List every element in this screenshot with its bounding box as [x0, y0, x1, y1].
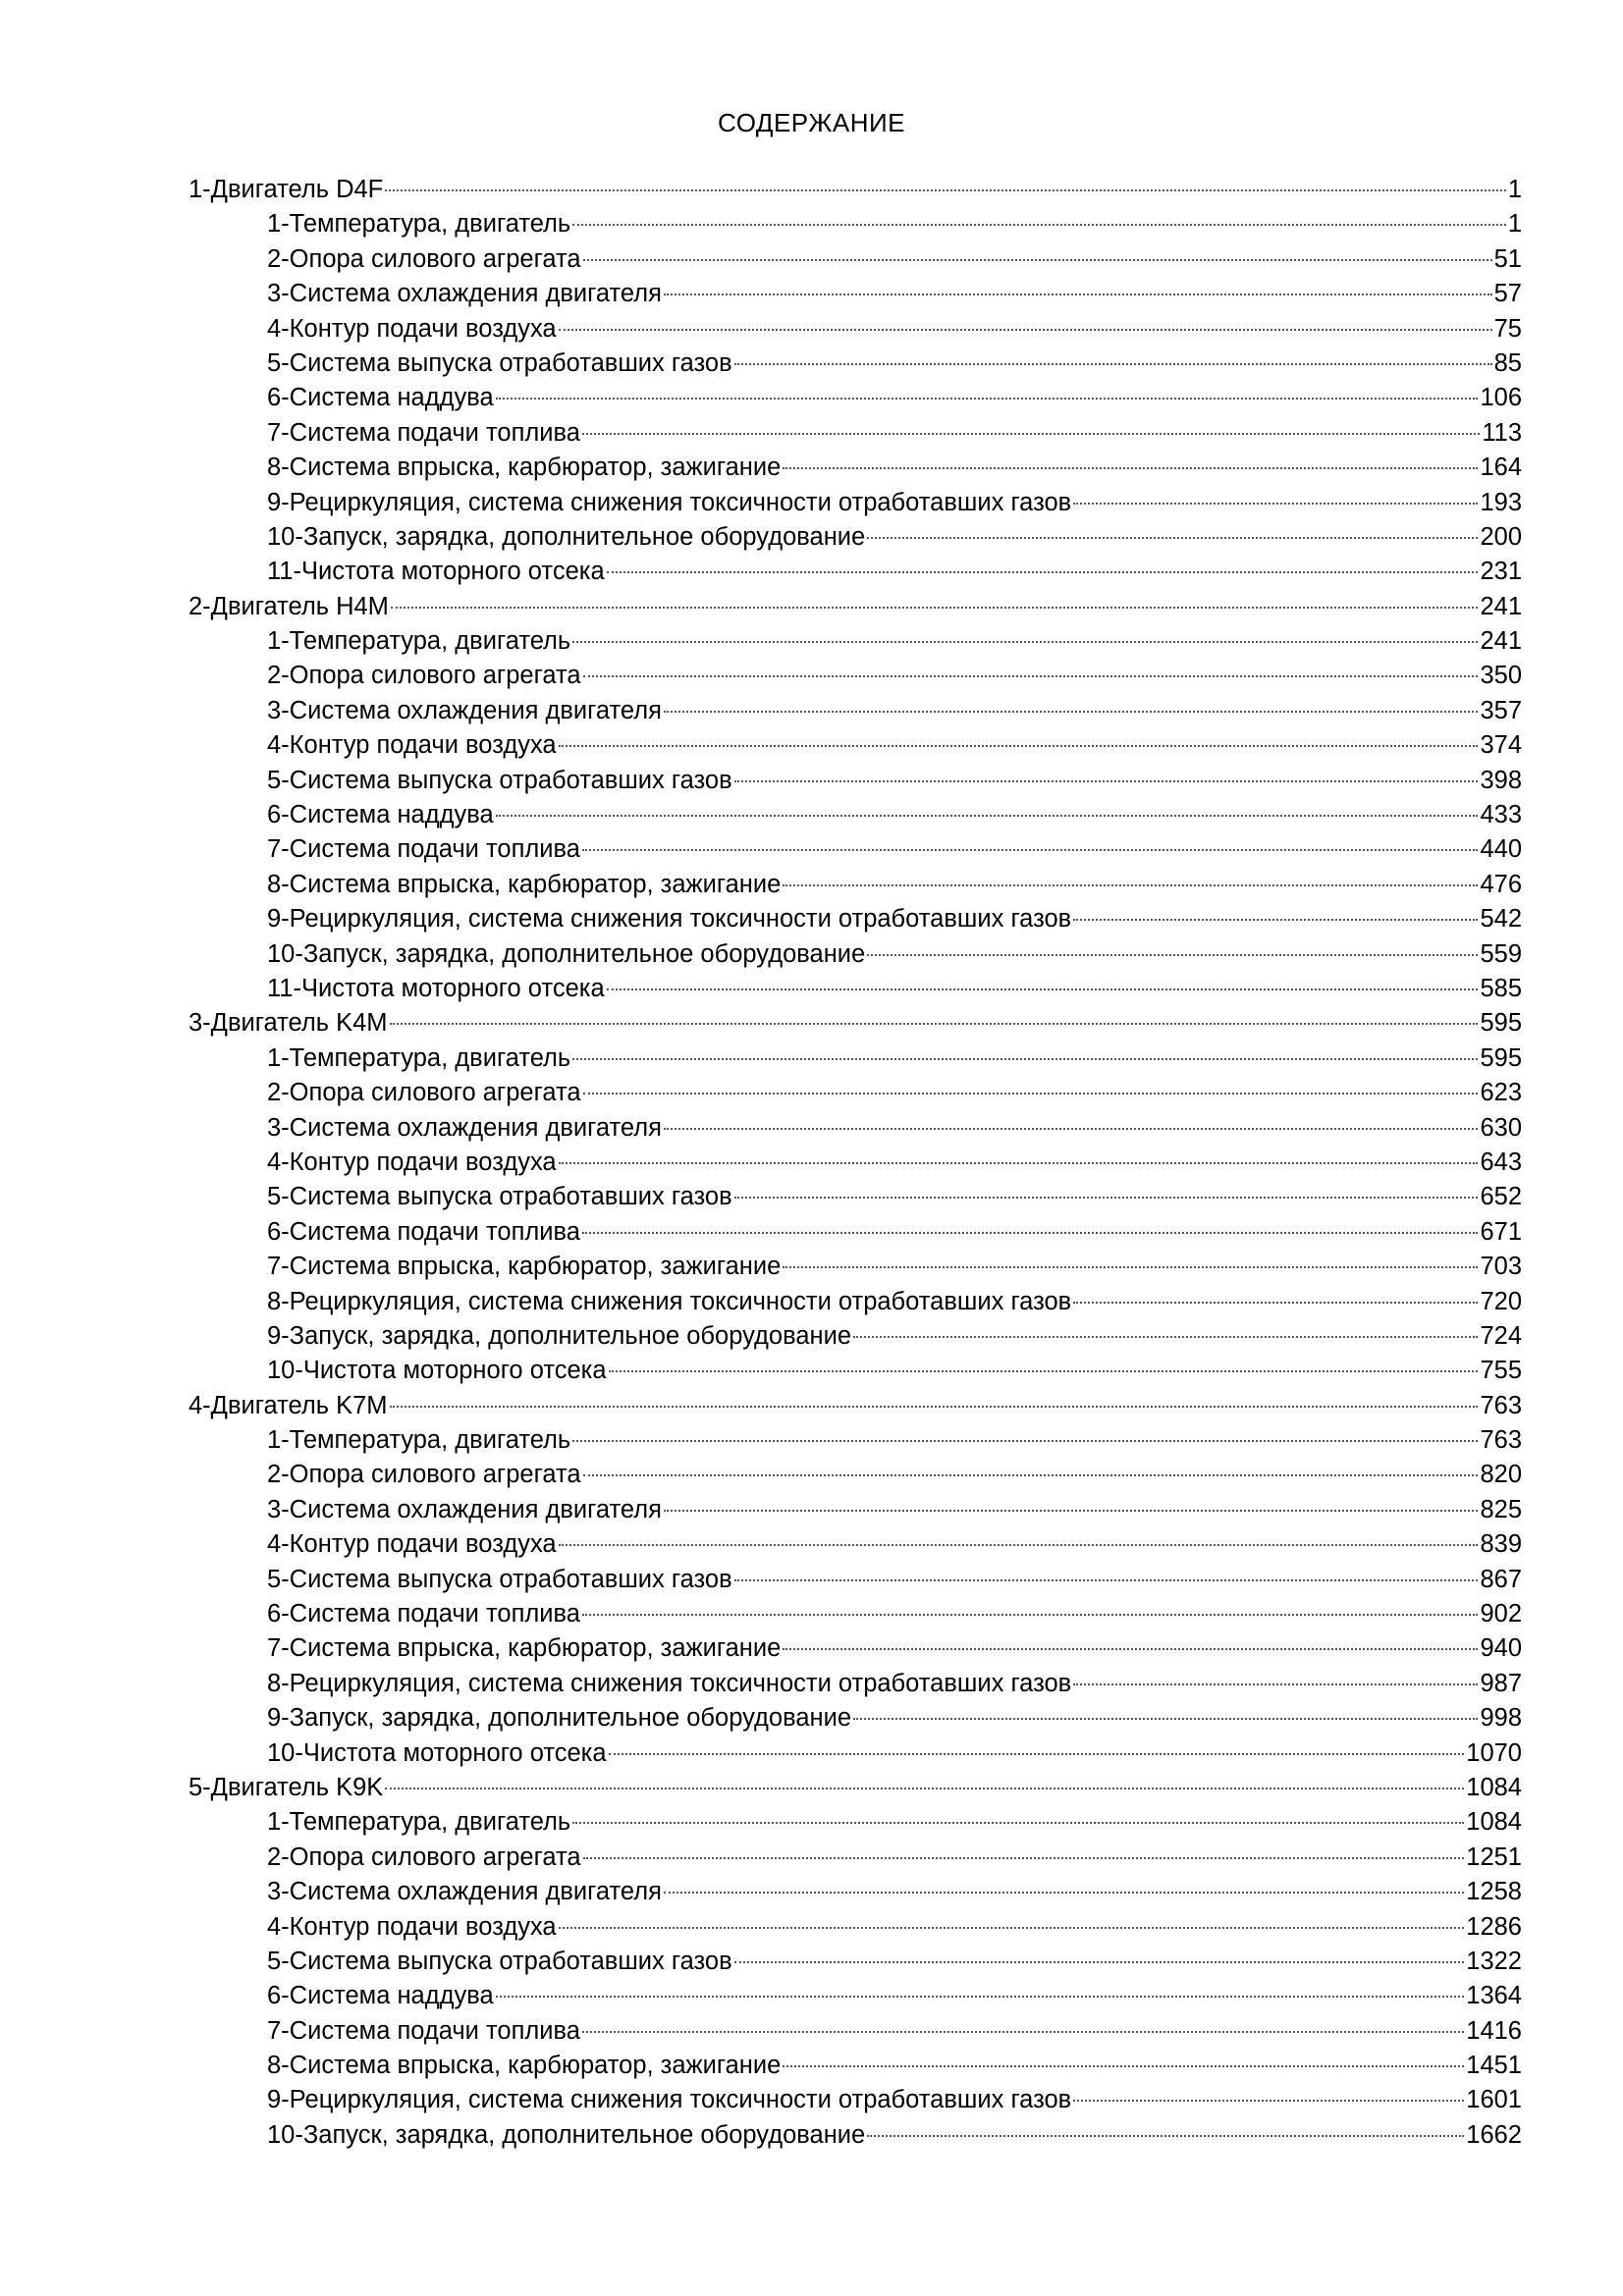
- toc-entry-label: 3-Система охлаждения двигателя: [267, 1113, 662, 1142]
- toc-entry-page-number: 398: [1480, 766, 1522, 794]
- toc-entry-page-number: 57: [1493, 280, 1522, 308]
- toc-section-entry[interactable]: [189, 416, 1522, 451]
- dot-leader: [853, 1335, 1478, 1338]
- toc-entry-label: 3-Система охлаждения двигателя: [267, 280, 662, 308]
- toc-entry-page-number: 357: [1480, 696, 1522, 724]
- toc-section-entry[interactable]: [189, 277, 1522, 311]
- toc-entry-label: 6-Система подачи топлива: [267, 1600, 580, 1629]
- toc-entry-label: 8-Рециркуляция, система снижения токсичности отработавших газов: [267, 1669, 1072, 1697]
- dot-leader: [391, 606, 1479, 609]
- toc-section-entry[interactable]: [189, 2083, 1522, 2117]
- dot-leader: [582, 432, 1480, 435]
- toc-entry-page-number: 1084: [1466, 1773, 1522, 1801]
- toc-entry-page-number: 241: [1480, 592, 1522, 620]
- toc-entry-label: 8-Система впрыска, карбюратор, зажигание: [267, 2052, 782, 2080]
- toc-entry-label: 2-Опора силового агрегата: [267, 244, 581, 273]
- toc-chapter-entry[interactable]: [189, 1006, 1522, 1041]
- toc-entry-label: 7-Система впрыска, карбюратор, зажигание: [267, 1253, 782, 1281]
- toc-entry-page-number: 85: [1493, 348, 1522, 377]
- dot-leader: [609, 1369, 1479, 1372]
- dot-leader: [385, 188, 1506, 191]
- toc-entry-page-number: 51: [1493, 244, 1522, 273]
- toc-entry-page-number: 106: [1480, 384, 1522, 412]
- toc-entry-label: 7-Система подачи топлива: [267, 2016, 580, 2045]
- dot-leader: [783, 1647, 1478, 1650]
- dot-leader: [734, 1960, 1465, 1963]
- toc-section-entry[interactable]: [189, 1076, 1522, 1110]
- toc-entry-label: 2-Опора силового агрегата: [267, 662, 581, 690]
- toc-entry-label: 1-Температура, двигатель: [267, 1426, 571, 1455]
- dot-leader: [583, 1473, 1479, 1476]
- toc-entry-page-number: 998: [1480, 1704, 1522, 1733]
- toc-entry-page-number: 1364: [1466, 1982, 1522, 2010]
- toc-entry-label: 1-Двигатель D4F: [189, 176, 384, 203]
- toc-entry-label: 3-Двигатель K4M: [189, 1009, 388, 1038]
- toc-section-entry[interactable]: [189, 868, 1522, 902]
- dot-leader: [783, 1265, 1478, 1268]
- dot-leader: [783, 466, 1478, 469]
- toc-entry-page-number: 75: [1493, 314, 1522, 343]
- toc-entry-page-number: 940: [1480, 1634, 1522, 1663]
- dot-leader: [496, 397, 1479, 400]
- toc-entry-label: 3-Система охлаждения двигателя: [267, 696, 662, 724]
- toc-entry-page-number: 1: [1507, 176, 1522, 203]
- toc-entry-page-number: 241: [1480, 627, 1522, 656]
- toc-entry-page-number: 350: [1480, 662, 1522, 690]
- toc-section-entry[interactable]: [189, 1354, 1522, 1388]
- dot-leader: [385, 1787, 1464, 1789]
- toc-entry-label: 1-Температура, двигатель: [267, 210, 571, 239]
- toc-section-entry[interactable]: [189, 2049, 1522, 2083]
- toc-entry-page-number: 652: [1480, 1183, 1522, 1211]
- toc-entry-label: 10-Запуск, зарядка, дополнительное оборудование: [267, 939, 866, 968]
- toc-entry-label: 6-Система наддува: [267, 384, 494, 412]
- dot-leader: [572, 1057, 1478, 1060]
- toc-section-entry[interactable]: [189, 902, 1522, 936]
- toc-entry-page-number: 987: [1480, 1669, 1522, 1697]
- toc-entry-page-number: 440: [1480, 835, 1522, 864]
- toc-section-entry[interactable]: [189, 1910, 1522, 1945]
- toc-entry-label: 9-Рециркуляция, система снижения токсичности отработавших газов: [267, 905, 1072, 934]
- toc-entry-page-number: 1286: [1466, 1912, 1522, 1941]
- toc-entry-page-number: 1084: [1466, 1808, 1522, 1837]
- toc-section-entry[interactable]: [189, 1563, 1522, 1597]
- toc-entry-label: 10-Чистота моторного отсека: [267, 1357, 607, 1385]
- toc-entry-label: 7-Система подачи топлива: [267, 835, 580, 864]
- dot-leader: [607, 570, 1479, 573]
- toc-section-entry[interactable]: [189, 520, 1522, 555]
- dot-leader: [867, 2134, 1464, 2137]
- toc-section-entry[interactable]: [189, 1493, 1522, 1527]
- dot-leader: [559, 1543, 1479, 1546]
- dot-leader: [664, 293, 1492, 295]
- dot-leader: [572, 640, 1478, 643]
- dot-leader: [734, 1196, 1479, 1199]
- toc-entry-label: 2-Двигатель H4M: [189, 592, 389, 620]
- dot-leader: [607, 988, 1479, 990]
- dot-leader: [582, 848, 1479, 851]
- dot-leader: [572, 1439, 1478, 1442]
- toc-chapter-entry[interactable]: [189, 1771, 1522, 1805]
- toc-entry-page-number: 703: [1480, 1253, 1522, 1281]
- toc-entry-label: 8-Система впрыска, карбюратор, зажигание: [267, 454, 782, 482]
- toc-entry-label: 4-Контур подачи воздуха: [267, 1912, 557, 1941]
- toc-section-entry[interactable]: [189, 972, 1522, 1006]
- toc-entry-label: 1-Температура, двигатель: [267, 1808, 571, 1837]
- toc-section-entry[interactable]: [189, 1423, 1522, 1458]
- toc-section-entry[interactable]: [189, 1667, 1522, 1701]
- toc-chapter-entry[interactable]: [189, 590, 1522, 624]
- toc-entry-label: 9-Запуск, зарядка, дополнительное оборудование: [267, 1321, 852, 1350]
- dot-leader: [572, 223, 1506, 226]
- dot-leader: [572, 1821, 1464, 1824]
- toc-entry-label: 8-Рециркуляция, система снижения токсичности отработавших газов: [267, 1287, 1072, 1315]
- toc-entry-label: 2-Опора силового агрегата: [267, 1461, 581, 1489]
- toc-section-entry[interactable]: [189, 832, 1522, 867]
- toc-entry-label: 10-Запуск, зарядка, дополнительное оборудование: [267, 522, 866, 551]
- toc-section-entry[interactable]: [189, 347, 1522, 381]
- toc-section-entry[interactable]: [189, 728, 1522, 763]
- toc-entry-page-number: 763: [1480, 1426, 1522, 1455]
- toc-section-entry[interactable]: [189, 1736, 1522, 1771]
- toc-entry-page-number: 825: [1480, 1495, 1522, 1523]
- toc-entry-label: 3-Система охлаждения двигателя: [267, 1495, 662, 1523]
- dot-leader: [867, 536, 1478, 539]
- dot-leader: [496, 1995, 1465, 1998]
- toc-section-entry[interactable]: [189, 2014, 1522, 2049]
- toc-section-entry[interactable]: [189, 764, 1522, 798]
- toc-section-entry[interactable]: [189, 451, 1522, 485]
- toc-section-entry[interactable]: [189, 1285, 1522, 1319]
- toc-entry-page-number: 1251: [1466, 1842, 1522, 1871]
- dot-leader: [664, 1127, 1479, 1130]
- toc-entry-label: 8-Система впрыска, карбюратор, зажигание: [267, 870, 782, 898]
- page-title: СОДЕРЖАНИЕ: [717, 108, 905, 137]
- toc-entry-page-number: 630: [1480, 1113, 1522, 1142]
- dot-leader: [583, 674, 1479, 677]
- dot-leader: [390, 1022, 1479, 1025]
- toc-chapter-entry[interactable]: [189, 1389, 1522, 1423]
- toc-entry-page-number: 585: [1480, 974, 1522, 1002]
- toc-section-entry[interactable]: [189, 1631, 1522, 1666]
- dot-leader: [734, 779, 1479, 782]
- toc-entry-label: 11-Чистота моторного отсека: [267, 974, 605, 1002]
- toc-section-entry[interactable]: [189, 1805, 1522, 1840]
- toc-entry-page-number: 193: [1480, 488, 1522, 516]
- toc-section-entry[interactable]: [189, 1319, 1522, 1354]
- toc-entry-label: 7-Система впрыска, карбюратор, зажигание: [267, 1634, 782, 1663]
- toc-section-entry[interactable]: [189, 1458, 1522, 1492]
- toc-entry-page-number: 724: [1480, 1321, 1522, 1350]
- toc-entry-label: 9-Рециркуляция, система снижения токсичности отработавших газов: [267, 488, 1072, 516]
- toc-section-entry[interactable]: [189, 1841, 1522, 1875]
- toc-section-entry[interactable]: [189, 1041, 1522, 1076]
- toc-entry-label: 5-Двигатель K9K: [189, 1773, 384, 1801]
- toc-entry-page-number: 1: [1507, 210, 1522, 239]
- toc-entry-label: 5-Система выпуска отработавших газов: [267, 1947, 732, 1975]
- toc-entry-label: 5-Система выпуска отработавших газов: [267, 1183, 732, 1211]
- dot-leader: [609, 1752, 1465, 1755]
- toc-section-entry[interactable]: [189, 1945, 1522, 1979]
- toc-entry-page-number: 755: [1480, 1357, 1522, 1385]
- toc-entry-label: 6-Система наддува: [267, 1982, 494, 2010]
- dot-leader: [1073, 1682, 1478, 1685]
- toc-section-entry[interactable]: [189, 1875, 1522, 1909]
- toc-entry-page-number: 671: [1480, 1217, 1522, 1246]
- toc-entry-label: 10-Чистота моторного отсека: [267, 1738, 607, 1767]
- toc-entry-label: 1-Температура, двигатель: [267, 627, 571, 656]
- dot-leader: [559, 328, 1492, 331]
- toc-section-entry[interactable]: [189, 1597, 1522, 1631]
- dot-leader: [582, 1613, 1479, 1616]
- toc-section-entry[interactable]: [189, 312, 1522, 347]
- toc-section-entry[interactable]: [189, 1215, 1522, 1250]
- toc-entry-page-number: 559: [1480, 939, 1522, 968]
- toc-section-entry[interactable]: [189, 624, 1522, 659]
- toc-entry-label: 2-Опора силового агрегата: [267, 1842, 581, 1871]
- toc-section-entry[interactable]: [189, 798, 1522, 832]
- dot-leader: [783, 883, 1478, 886]
- toc-entry-page-number: 1258: [1466, 1878, 1522, 1906]
- toc-section-entry[interactable]: [189, 1146, 1522, 1180]
- toc-entry-page-number: 867: [1480, 1565, 1522, 1593]
- toc-entry-page-number: 542: [1480, 905, 1522, 934]
- toc-entry-label: 2-Опора силового агрегата: [267, 1079, 581, 1107]
- dot-leader: [734, 362, 1492, 365]
- toc-section-entry[interactable]: [189, 242, 1522, 277]
- toc-entry-page-number: 476: [1480, 870, 1522, 898]
- toc-entry-label: 5-Система выпуска отработавших газов: [267, 348, 732, 377]
- dot-leader: [664, 1509, 1479, 1512]
- toc-entry-label: 5-Система выпуска отработавших газов: [267, 766, 732, 794]
- table-of-contents: [189, 173, 1522, 2153]
- dot-leader: [559, 1926, 1465, 1929]
- dot-leader: [583, 1856, 1465, 1859]
- toc-section-entry[interactable]: [189, 1701, 1522, 1735]
- toc-entry-page-number: 902: [1480, 1600, 1522, 1629]
- toc-entry-label: 6-Система подачи топлива: [267, 1217, 580, 1246]
- toc-entry-page-number: 231: [1480, 558, 1522, 586]
- toc-section-entry[interactable]: [189, 694, 1522, 728]
- toc-entry-label: 4-Контур подачи воздуха: [267, 1148, 557, 1176]
- dot-leader: [664, 710, 1479, 713]
- toc-entry-label: 11-Чистота моторного отсека: [267, 558, 605, 586]
- toc-entry-page-number: 1070: [1466, 1738, 1522, 1767]
- toc-entry-label: 1-Температура, двигатель: [267, 1043, 571, 1072]
- toc-section-entry[interactable]: [189, 381, 1522, 415]
- toc-chapter-entry[interactable]: [189, 173, 1522, 207]
- toc-entry-page-number: 839: [1480, 1530, 1522, 1559]
- dot-leader: [1073, 1301, 1478, 1304]
- toc-entry-page-number: 1601: [1466, 2086, 1522, 2114]
- toc-entry-label: 4-Контур подачи воздуха: [267, 731, 557, 760]
- toc-entry-page-number: 763: [1480, 1391, 1522, 1419]
- toc-entry-page-number: 643: [1480, 1148, 1522, 1176]
- dot-leader: [1073, 918, 1478, 921]
- toc-entry-label: 7-Система подачи топлива: [267, 418, 580, 447]
- toc-section-entry[interactable]: [189, 659, 1522, 693]
- toc-entry-page-number: 820: [1480, 1461, 1522, 1489]
- toc-entry-page-number: 164: [1480, 454, 1522, 482]
- dot-leader: [582, 1231, 1479, 1234]
- dot-leader: [664, 1891, 1464, 1894]
- toc-entry-page-number: 1662: [1466, 2120, 1522, 2149]
- dot-leader: [734, 1578, 1479, 1581]
- toc-section-entry[interactable]: [189, 207, 1522, 241]
- toc-section-entry[interactable]: [189, 2118, 1522, 2153]
- dot-leader: [783, 2064, 1464, 2067]
- toc-entry-page-number: 200: [1480, 522, 1522, 551]
- toc-entry-page-number: 374: [1480, 731, 1522, 760]
- toc-entry-label: 10-Запуск, зарядка, дополнительное оборудование: [267, 2120, 866, 2149]
- toc-entry-page-number: 623: [1480, 1079, 1522, 1107]
- toc-entry-page-number: 113: [1482, 418, 1522, 447]
- dot-leader: [583, 1092, 1479, 1095]
- toc-entry-page-number: 433: [1480, 801, 1522, 829]
- toc-section-entry[interactable]: [189, 486, 1522, 520]
- toc-section-entry[interactable]: [189, 937, 1522, 972]
- dot-leader: [853, 1717, 1478, 1720]
- dot-leader: [583, 258, 1492, 261]
- dot-leader: [390, 1405, 1479, 1408]
- toc-entry-label: 4-Контур подачи воздуха: [267, 1530, 557, 1559]
- toc-entry-label: 9-Рециркуляция, система снижения токсичности отработавших газов: [267, 2086, 1072, 2114]
- dot-leader: [559, 1161, 1479, 1164]
- toc-section-entry[interactable]: [189, 1111, 1522, 1146]
- toc-entry-page-number: 1322: [1466, 1947, 1522, 1975]
- dot-leader: [867, 953, 1478, 956]
- toc-entry-page-number: 595: [1480, 1009, 1522, 1038]
- toc-entry-label: 5-Система выпуска отработавших газов: [267, 1565, 732, 1593]
- toc-entry-label: 4-Контур подачи воздуха: [267, 314, 557, 343]
- toc-section-entry[interactable]: [189, 1979, 1522, 2013]
- toc-entry-page-number: 595: [1480, 1043, 1522, 1072]
- toc-entry-page-number: 720: [1480, 1287, 1522, 1315]
- toc-section-entry[interactable]: [189, 555, 1522, 589]
- toc-entry-label: 6-Система наддува: [267, 801, 494, 829]
- toc-section-entry[interactable]: [189, 1250, 1522, 1284]
- dot-leader: [496, 814, 1479, 817]
- toc-entry-page-number: 1416: [1466, 2016, 1522, 2045]
- toc-entry-page-number: 1451: [1466, 2052, 1522, 2080]
- dot-leader: [559, 744, 1479, 747]
- toc-section-entry[interactable]: [189, 1180, 1522, 1214]
- dot-leader: [1073, 2099, 1464, 2102]
- toc-entry-label: 9-Запуск, зарядка, дополнительное оборудование: [267, 1704, 852, 1733]
- dot-leader: [582, 2030, 1464, 2033]
- dot-leader: [1073, 502, 1478, 505]
- toc-section-entry[interactable]: [189, 1527, 1522, 1562]
- toc-entry-label: 3-Система охлаждения двигателя: [267, 1878, 662, 1906]
- toc-entry-label: 4-Двигатель K7M: [189, 1391, 388, 1419]
